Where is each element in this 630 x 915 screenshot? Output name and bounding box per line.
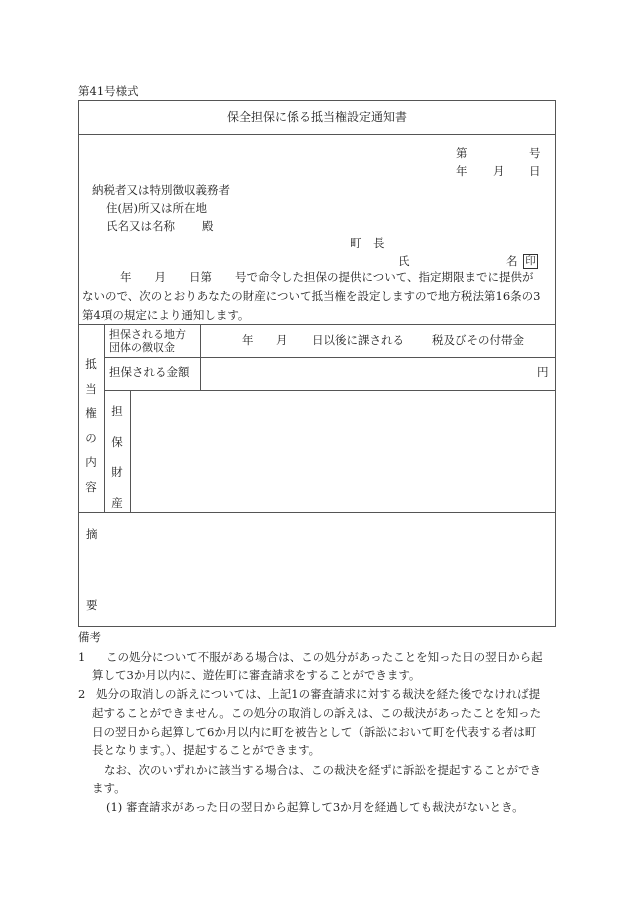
date-year: 年	[456, 164, 468, 178]
issuer-name-label2: 名	[506, 254, 518, 268]
frame-right-line	[555, 100, 556, 627]
row2-bottom-line	[104, 390, 556, 391]
date-month: 月	[493, 164, 505, 178]
note2-line-4: 長となります。）、提起することができます。	[92, 743, 321, 757]
recipient-label: 納税者又は特別徴収義務者	[92, 183, 230, 197]
frame-left-line	[78, 100, 79, 627]
date-day: 日	[529, 164, 541, 178]
recipient-address: 住(居)所又は所在地	[106, 201, 207, 215]
remarks-top-line	[78, 512, 556, 513]
document-title: 保全担保に係る抵当権設定通知書	[226, 110, 407, 124]
row1-tax-text: 税及びその付帯金	[432, 333, 524, 347]
row1-month: 月	[276, 333, 288, 347]
property-label-divider	[130, 390, 131, 512]
seal-mark: 印	[523, 254, 538, 269]
issuer-name-label: 氏	[398, 254, 410, 268]
section-label-mortgage-content: 抵 当 権 の 内 容	[85, 357, 97, 494]
title-divider	[78, 134, 556, 135]
notes-heading: 備考	[78, 630, 101, 644]
table-top-line	[78, 324, 556, 325]
note2-sub-line-2: ます。	[92, 781, 126, 795]
note2-sub-line-1: なお、次のいずれかに該当する場合は、この裁決を経ずに訴訟を提起することができ	[104, 763, 541, 777]
row2-label: 担保される金額	[109, 365, 190, 379]
note1-line-1: この処分について不服がある場合は、この処分があったことを知った日の翌日から起	[106, 650, 543, 664]
row2-unit: 円	[537, 365, 549, 379]
note2-line-1: 処分の取消しの訴えについては、上記1の審査請求に対する裁決を経た後でなければ提	[96, 687, 541, 701]
row1-label-line1: 担保される地方	[109, 328, 186, 341]
row1-day-text: 日以後に課される	[312, 333, 404, 347]
note1-line-2: 算して3か月以内に、遊佐町に審査請求をすることができます。	[92, 668, 421, 682]
section-label-divider	[104, 324, 105, 512]
body-line-1: 年 月 日第 号で命令した担保の提供について、指定期限までに提供が	[120, 270, 534, 284]
note2-number: 2	[78, 687, 86, 701]
body-line-2: ないので、次のとおりあなたの財産について抵当権を設定しますので地方税法第16条の3	[82, 289, 541, 303]
note2-line-2: 起することができません。この処分の取消しの訴えは、この裁決があったことを知った	[92, 706, 542, 720]
doc-number-prefix: 第	[456, 146, 468, 160]
row1-label-line2: 団体の徴収金	[109, 341, 175, 354]
recipient-name: 氏名又は名称	[106, 219, 175, 233]
frame-top-line	[78, 100, 556, 101]
recipient-honorific: 殿	[202, 219, 214, 233]
remarks-label-2: 要	[86, 598, 98, 612]
property-label: 担 保 財 産	[111, 404, 123, 510]
form-number: 第41号様式	[78, 84, 139, 98]
frame-bottom-line	[78, 626, 556, 627]
note1-number: 1	[78, 650, 86, 664]
issuer-title: 町 長	[350, 236, 385, 250]
note2-line-3: 日の翌日から起算して6か月以内に町を被告として（訴訟において町を代表する者は町	[92, 725, 537, 739]
row1-year: 年	[242, 333, 254, 347]
doc-number-suffix: 号	[529, 146, 541, 160]
note2-sub-item-1: (1) 審査請求があった日の翌日から起算して3か月を経過しても裁決がないとき。	[106, 800, 524, 814]
row1-bottom-line	[104, 357, 556, 358]
remarks-label-1: 摘	[86, 527, 98, 541]
body-line-3: 第4項の規定により通知します。	[82, 308, 250, 322]
